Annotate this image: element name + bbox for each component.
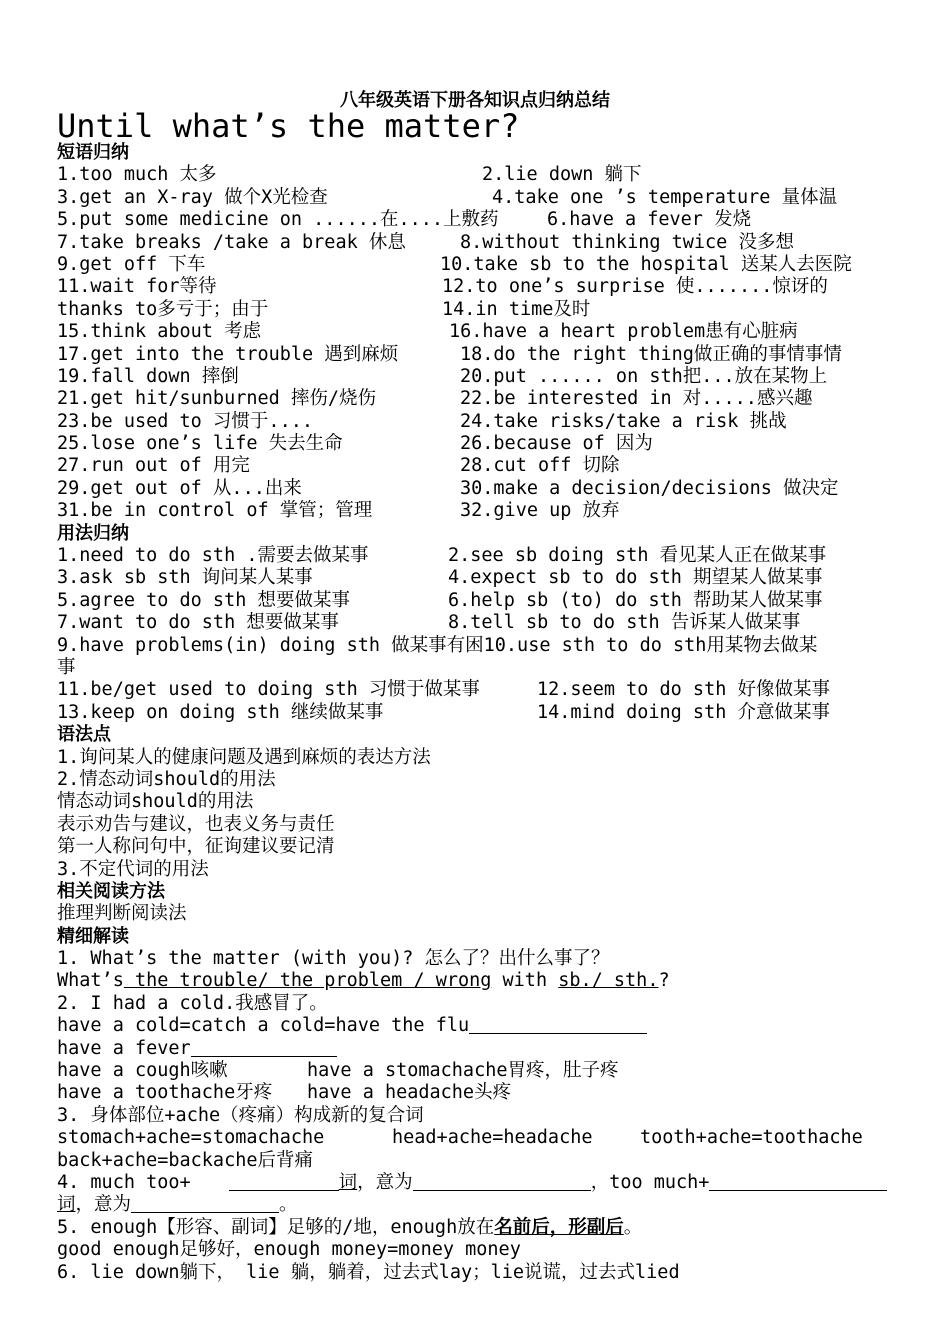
two-column-row <box>57 545 897 567</box>
row-right-text: 2.see sb doing sth 看见某人正在做某事 <box>448 545 827 567</box>
row-left-text: 21.get hit/sunburned 摔伤/烧伤 <box>57 388 377 410</box>
detail-text: have a toothache牙疼 <box>57 1082 273 1104</box>
row-right-text: 16.have a heart problem患有心脏病 <box>449 321 798 343</box>
row-right-text: 10.take sb to the hospital 送某人去医院 <box>440 253 852 275</box>
two-column-row <box>57 612 897 634</box>
usage-wrap-line: 事 <box>57 656 76 678</box>
row-right-text: 24.take risks/take a risk 挑战 <box>460 410 787 432</box>
detail-text: ? <box>658 970 670 992</box>
detail-text: have a fever <box>57 1037 191 1059</box>
detail-text: What’s <box>57 970 124 992</box>
two-column-row <box>57 478 897 500</box>
row-right-text: 6.help sb (to) do sth 帮助某人做某事 <box>448 589 823 611</box>
row-left-text: 13.keep on doing sth 继续做某事 <box>57 701 384 723</box>
two-column-row <box>57 702 897 724</box>
detail-text: 4. much too+ <box>57 1171 191 1193</box>
two-column-row <box>57 344 897 366</box>
detail-line: good enough足够好，enough money=money money <box>57 1239 521 1261</box>
two-column-row <box>57 299 897 321</box>
grammar-line: 表示劝告与建议，也表义务与责任 <box>57 813 335 835</box>
underlined-text: 词 <box>338 1171 358 1193</box>
row-left-text: 15.think about 考虑 <box>57 321 262 343</box>
detail-heading: 精细解读 <box>57 925 129 947</box>
detail-text: ，意为 <box>357 1171 413 1193</box>
detail-line: 2. I had a cold.我感冒了。 <box>57 992 328 1014</box>
row-left-text: 3.ask sb sth 询问某人某事 <box>57 567 313 589</box>
detail-line <box>57 1172 897 1194</box>
two-column-row <box>57 455 897 477</box>
two-column-row <box>57 433 897 455</box>
row-right-text: 8.tell sb to do sth 告诉某人做某事 <box>448 612 801 634</box>
underlined-bold-text: 名前后，形副后 <box>494 1216 624 1238</box>
fill-blank[interactable] <box>709 1172 887 1191</box>
two-column-row <box>57 164 897 186</box>
usage-heading: 用法归纳 <box>57 522 129 544</box>
phrases-heading: 短语归纳 <box>57 142 129 163</box>
detail-line: 1. What’s the matter (with you)? 怎么了？出什么事了？ <box>57 948 610 970</box>
detail-text: have a stomachache胃疼，肚子疼 <box>307 1060 619 1082</box>
two-column-row <box>57 321 897 343</box>
two-column-row <box>57 679 897 701</box>
detail-text: have a cough咳嗽 <box>57 1060 228 1082</box>
row-right-text: 14.in time及时 <box>442 298 591 320</box>
document-title: 八年级英语下册各知识点归纳总结 <box>340 90 610 111</box>
row-left-text: thanks to多亏于；由于 <box>57 298 269 320</box>
row-left-text: 9.get off 下车 <box>57 253 206 275</box>
row-left-text: 1.need to do sth .需要去做某事 <box>57 545 369 567</box>
row-right-text: 4.expect sb to do sth 期望某人做某事 <box>448 567 823 589</box>
detail-text: ，意为 <box>75 1194 132 1216</box>
row-left-text: 5.agree to do sth 想要做某事 <box>57 589 350 611</box>
detail-text: 5. enough【形容、副词】足够的/地，enough放在 <box>57 1216 495 1238</box>
fill-blank[interactable] <box>229 1172 339 1191</box>
row-left-text: 25.lose one’s life 失去生命 <box>57 433 343 455</box>
row-left-text: 17.get into the trouble 遇到麻烦 <box>57 343 399 365</box>
row-right-text: 22.be interested in 对.....感兴趣 <box>460 388 813 410</box>
row-left-text: 31.be in control of 掌管；管理 <box>57 500 373 522</box>
row-right-text: 4.take one ’s temperature 量体温 <box>492 186 838 208</box>
grammar-line: 情态动词should的用法 <box>57 791 254 813</box>
two-column-row <box>57 366 897 388</box>
row-left-text: 11.be/get used to doing sth 习惯于做某事 <box>57 679 480 701</box>
detail-line <box>57 1060 897 1082</box>
row-left-text: 27.run out of 用完 <box>57 455 250 477</box>
grammar-heading: 语法点 <box>57 724 111 746</box>
grammar-line: 2.情态动词should的用法 <box>57 768 276 790</box>
detail-line <box>57 1194 897 1216</box>
two-column-row <box>57 254 897 276</box>
detail-text: have a headache头疼 <box>307 1082 512 1104</box>
row-right-text: 28.cut off 切除 <box>460 455 620 477</box>
phrase-list <box>57 164 897 522</box>
detail-text: stomach+ache=stomachache <box>57 1127 325 1149</box>
underlined-text: 词 <box>57 1194 76 1216</box>
row-right-text: 14.mind doing sth 介意做某事 <box>537 701 830 723</box>
row-left-text: 19.fall down 摔倒 <box>57 365 239 387</box>
unit-title: Until what’s the matter? <box>57 107 520 145</box>
detail-line <box>57 1015 897 1037</box>
detail-text: 。 <box>623 1216 643 1238</box>
row-right-text: 6.have a fever 发烧 <box>547 209 752 231</box>
grammar-line: 第一人称问句中，征询建议要记清 <box>57 836 335 858</box>
row-right-text: 2.lie down 躺下 <box>482 164 642 186</box>
two-column-row <box>57 567 897 589</box>
detail-text: with <box>491 970 559 992</box>
underlined-text: the trouble/ the problem / wrong <box>123 970 492 992</box>
row-right-text: 12.seem to do sth 好像做某事 <box>537 679 830 701</box>
row-left-text: 1.too much 太多 <box>57 164 217 186</box>
two-column-row <box>57 411 897 433</box>
detail-line <box>57 1082 897 1104</box>
row-right-text: 12.to one’s surprise 使.......惊讶的 <box>442 276 828 298</box>
row-right-text: 26.because of 因为 <box>460 433 653 455</box>
row-right-text: 20.put ...... on sth把...放在某物上 <box>460 365 828 387</box>
detail-line <box>57 1038 897 1060</box>
detail-line: 3. 身体部位+ache（疼痛）构成新的复合词 <box>57 1104 424 1126</box>
grammar-line: 3.不定代词的用法 <box>57 858 209 880</box>
detail-line <box>57 1127 897 1149</box>
row-left-text: 5.put some medicine on ......在....上敷药 <box>57 209 499 231</box>
row-left-text: 7.want to do sth 想要做某事 <box>57 612 339 634</box>
row-right-text: 8.without thinking twice 没多想 <box>460 231 794 253</box>
reading-heading: 相关阅读方法 <box>57 880 165 902</box>
two-column-row <box>57 388 897 410</box>
document-body <box>57 142 897 1284</box>
row-right-text: 32.give up 放弃 <box>460 500 620 522</box>
detail-line <box>57 970 897 992</box>
row-right-text: 18.do the right thing做正确的事情事情 <box>460 343 842 365</box>
fill-blank[interactable] <box>413 1172 591 1191</box>
two-column-row <box>57 209 897 231</box>
row-left-text: 11.wait for等待 <box>57 276 217 298</box>
underlined-text: sb./ sth. <box>558 970 659 992</box>
two-column-row <box>57 187 897 209</box>
row-left-text: 3.get an X-ray 做个X光检查 <box>57 186 328 208</box>
detail-text: tooth+ache=toothache <box>640 1127 863 1149</box>
detail-text: 。 <box>279 1194 298 1216</box>
detail-line <box>57 1217 897 1239</box>
row-right-text: 30.make a decision/decisions 做决定 <box>460 477 839 499</box>
detail-line: 6. lie down躺下， lie 躺，躺着，过去式lay；lie说谎，过去式lied <box>57 1261 680 1283</box>
two-column-row <box>57 500 897 522</box>
two-column-row <box>57 276 897 298</box>
usage-wrap-line: 9.have problems(in) doing sth 做某事有困10.use sth to do sth用某物去做某 <box>57 634 818 656</box>
reading-line: 推理判断阅读法 <box>57 903 187 925</box>
fill-blank[interactable] <box>469 1015 647 1034</box>
usage-list-2 <box>57 679 897 724</box>
detail-text: head+ache=headache <box>392 1127 593 1149</box>
fill-blank[interactable] <box>191 1038 337 1057</box>
detail-line: back+ache=backache后背痛 <box>57 1149 313 1171</box>
grammar-line: 1.询问某人的健康问题及遇到麻烦的表达方法 <box>57 746 431 768</box>
two-column-row <box>57 232 897 254</box>
row-left-text: 7.take breaks /take a break 休息 <box>57 231 406 253</box>
usage-list <box>57 545 897 635</box>
two-column-row <box>57 590 897 612</box>
detail-text: have a cold=catch a cold=have the flu <box>57 1015 470 1037</box>
fill-blank[interactable] <box>131 1194 279 1213</box>
row-left-text: 29.get out of 从...出来 <box>57 477 302 499</box>
row-left-text: 23.be used to 习惯于.... <box>57 410 313 432</box>
detail-text: ，too much+ <box>590 1171 710 1193</box>
